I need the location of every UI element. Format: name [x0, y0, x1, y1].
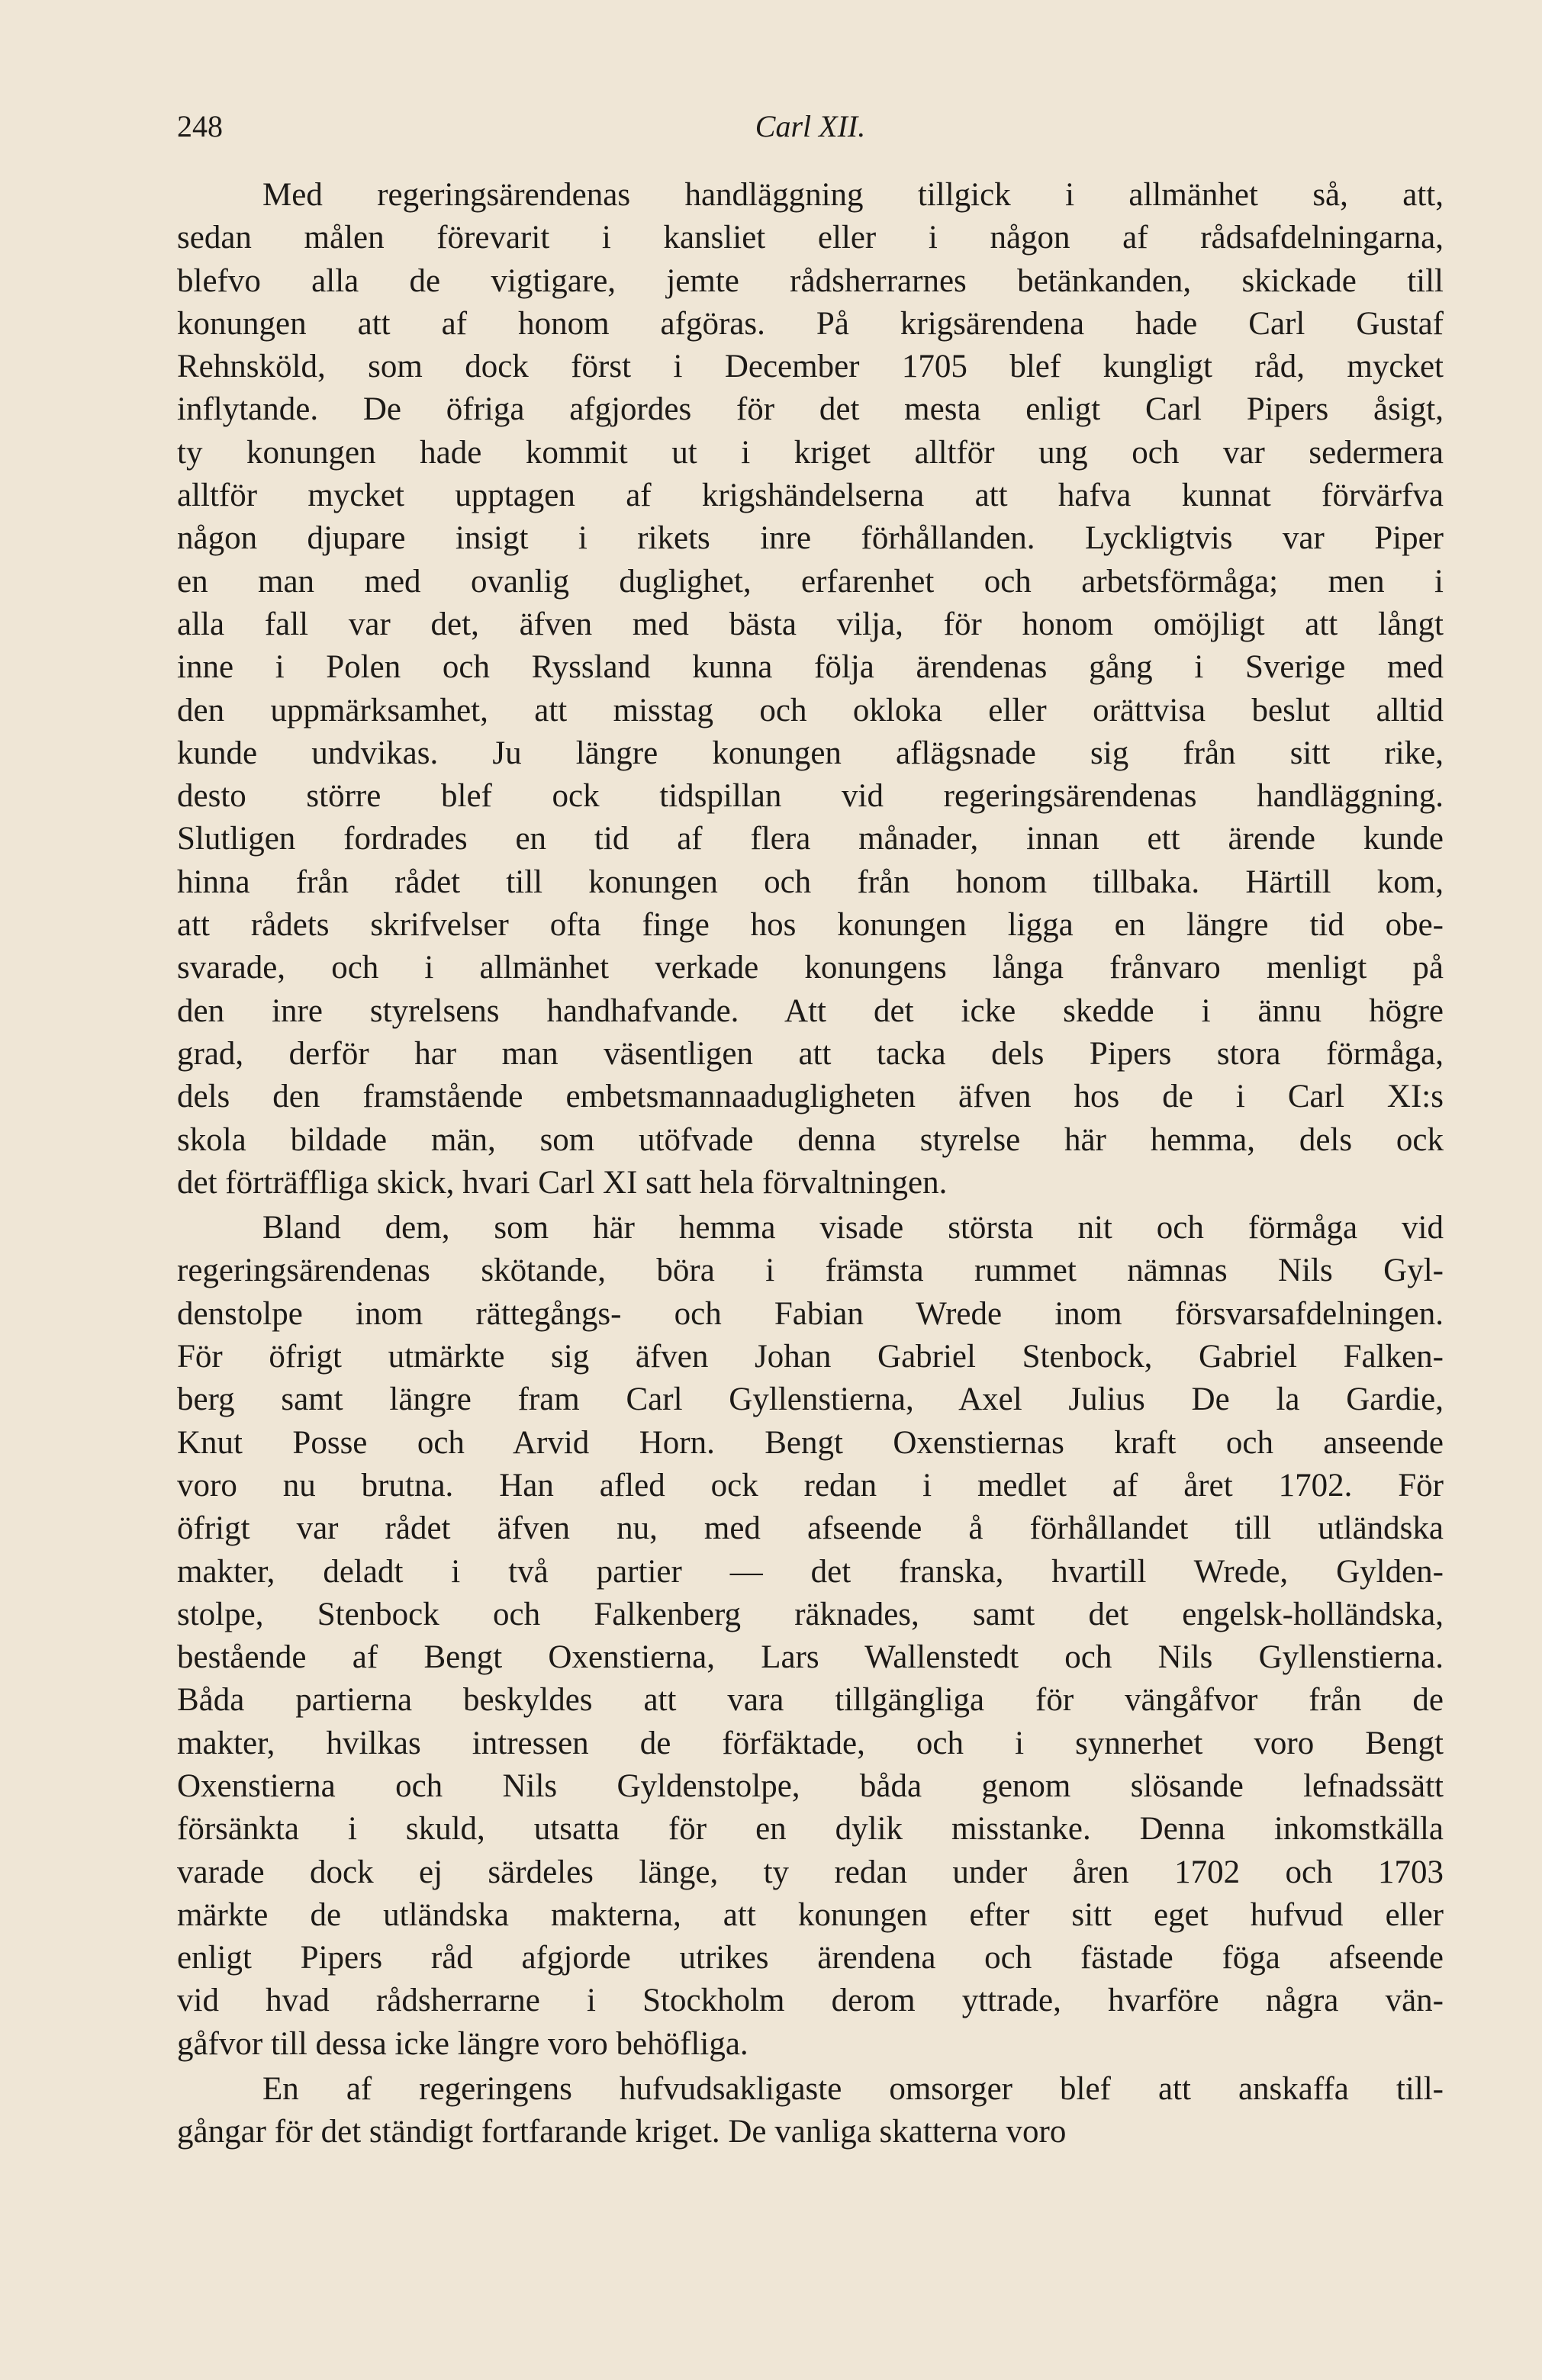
paragraph-2: [177, 1207, 1444, 2066]
text-line: Knut Posse och Arvid Horn. Bengt Oxenstiernas kraft och anseende: [177, 1424, 1444, 1461]
text-line: berg samt längre fram Carl Gyllenstierna, Axel Julius De la Gardie,: [177, 1381, 1444, 1418]
text-line: dels den framstående embetsmannaadugligheten äfven hos de i Carl XI:s: [177, 1079, 1444, 1115]
text-line: konungen att af honom afgöras. På krigsärendena hade Carl Gustaf: [177, 305, 1444, 342]
text-line: öfrigt var rådet äfven nu, med afseende å förhållandet till utländska: [177, 1510, 1444, 1547]
text-line: En af regeringens hufvudsakligaste omsorger blef att anskaffa till-: [262, 2071, 1444, 2108]
text-line: stolpe, Stenbock och Falkenberg räknades, samt det engelsk-holländska,: [177, 1596, 1444, 1632]
text-line: För öfrigt utmärkte sig äfven Johan Gabriel Stenbock, Gabriel Falken-: [177, 1339, 1444, 1375]
text-line: ty konungen hade kommit ut i kriget alltför ung och var sedermera: [177, 434, 1444, 471]
text-line: märkte de utländska makterna, att konungen efter sitt eget hufvud eller: [177, 1896, 1444, 1933]
text-line: gåfvor till dessa icke längre voro behöfliga.: [177, 2025, 748, 2062]
text-line: den uppmärksamhet, att misstag och okloka eller orättvisa beslut alltid: [177, 692, 1444, 728]
text-line: en man med ovanlig duglighet, erfarenhet och arbetsförmåga; men i: [177, 563, 1444, 600]
text-line: sedan målen förevarit i kansliet eller i någon af rådsafdelningarna,: [177, 220, 1444, 256]
text-line: försänkta i skuld, utsatta för en dylik misstanke. Denna inkomstkälla: [177, 1811, 1444, 1848]
text-line: gångar för det ständigt fortfarande kriget. De vanliga skatterna voro: [177, 2114, 1067, 2150]
paragraph-3: [177, 2068, 1444, 2154]
text-line: desto större blef ock tidspillan vid regeringsärendenas handläggning.: [177, 778, 1444, 815]
body-text: [177, 174, 1444, 2156]
text-line: Oxenstierna och Nils Gyldenstolpe, båda genom slösande lefnadssätt: [177, 1767, 1444, 1804]
running-title: Carl XII.: [755, 109, 866, 143]
text-line: alltför mycket upptagen af krigshändelserna att hafva kunnat förvärfva: [177, 478, 1444, 514]
text-line: att rådets skrifvelser ofta finge hos konungen ligga en längre tid obe-: [177, 907, 1444, 944]
page-number: 248: [177, 109, 223, 143]
text-line: svarade, och i allmänhet verkade konungens långa frånvaro menligt på: [177, 950, 1444, 986]
text-line: enligt Pipers råd afgjorde utrikes ärendena och fästade föga afseende: [177, 1940, 1444, 1976]
text-line: blefvo alla de vigtigare, jemte rådsherrarnes betänkanden, skickade till: [177, 262, 1444, 299]
text-line: varade dock ej särdeles länge, ty redan under åren 1702 och 1703: [177, 1854, 1444, 1890]
text-line: makter, hvilkas intressen de förfäktade, och i synnerhet voro Bengt: [177, 1725, 1444, 1761]
text-line: voro nu brutna. Han afled ock redan i medlet af året 1702. För: [177, 1467, 1444, 1504]
text-line: bestående af Bengt Oxenstierna, Lars Wallenstedt och Nils Gyllenstierna.: [177, 1639, 1444, 1676]
page-header: [177, 108, 1444, 154]
text-line: inflytande. De öfriga afgjordes för det mesta enligt Carl Pipers åsigt,: [177, 391, 1444, 428]
text-line: Rehnsköld, som dock först i December 1705 blef kungligt råd, mycket: [177, 349, 1444, 385]
text-line: alla fall var det, äfven med bästa vilja, för honom omöjligt att långt: [177, 606, 1444, 642]
text-line: denstolpe inom rättegångs- och Fabian Wrede inom försvarsafdelningen.: [177, 1295, 1444, 1332]
text-line: hinna från rådet till konungen och från honom tillbaka. Härtill kom,: [177, 864, 1444, 900]
text-line: grad, derför har man väsentligen att tacka dels Pipers stora förmåga,: [177, 1035, 1444, 1072]
text-line: Bland dem, som här hemma visade största nit och förmåga vid: [262, 1210, 1444, 1246]
text-line: vid hvad rådsherrarne i Stockholm derom yttrade, hvarföre några vän-: [177, 1983, 1444, 2019]
text-line: skola bildade män, som utöfvade denna styrelse här hemma, dels ock: [177, 1121, 1444, 1158]
text-line: regeringsärendenas skötande, böra i främsta rummet nämnas Nils Gyl-: [177, 1253, 1444, 1289]
text-line: inne i Polen och Ryssland kunna följa ärendenas gång i Sverige med: [177, 649, 1444, 686]
text-line: makter, deladt i två partier — det franska, hvartill Wrede, Gylden-: [177, 1553, 1444, 1590]
text-line: det förträffliga skick, hvari Carl XI satt hela förvaltningen.: [177, 1164, 948, 1201]
text-line: den inre styrelsens handhafvande. Att det icke skedde i ännu högre: [177, 992, 1444, 1029]
text-line: någon djupare insigt i rikets inre förhållanden. Lyckligtvis var Piper: [177, 520, 1444, 557]
text-line: Båda partierna beskyldes att vara tillgängliga för vängåfvor från de: [177, 1682, 1444, 1719]
text-line: kunde undvikas. Ju längre konungen aflägsnade sig från sitt rike,: [177, 735, 1444, 771]
text-line: Slutligen fordrades en tid af flera månader, innan ett ärende kunde: [177, 821, 1444, 857]
paragraph-1: [177, 174, 1444, 1204]
text-line: Med regeringsärendenas handläggning tillgick i allmänhet så, att,: [262, 177, 1444, 213]
